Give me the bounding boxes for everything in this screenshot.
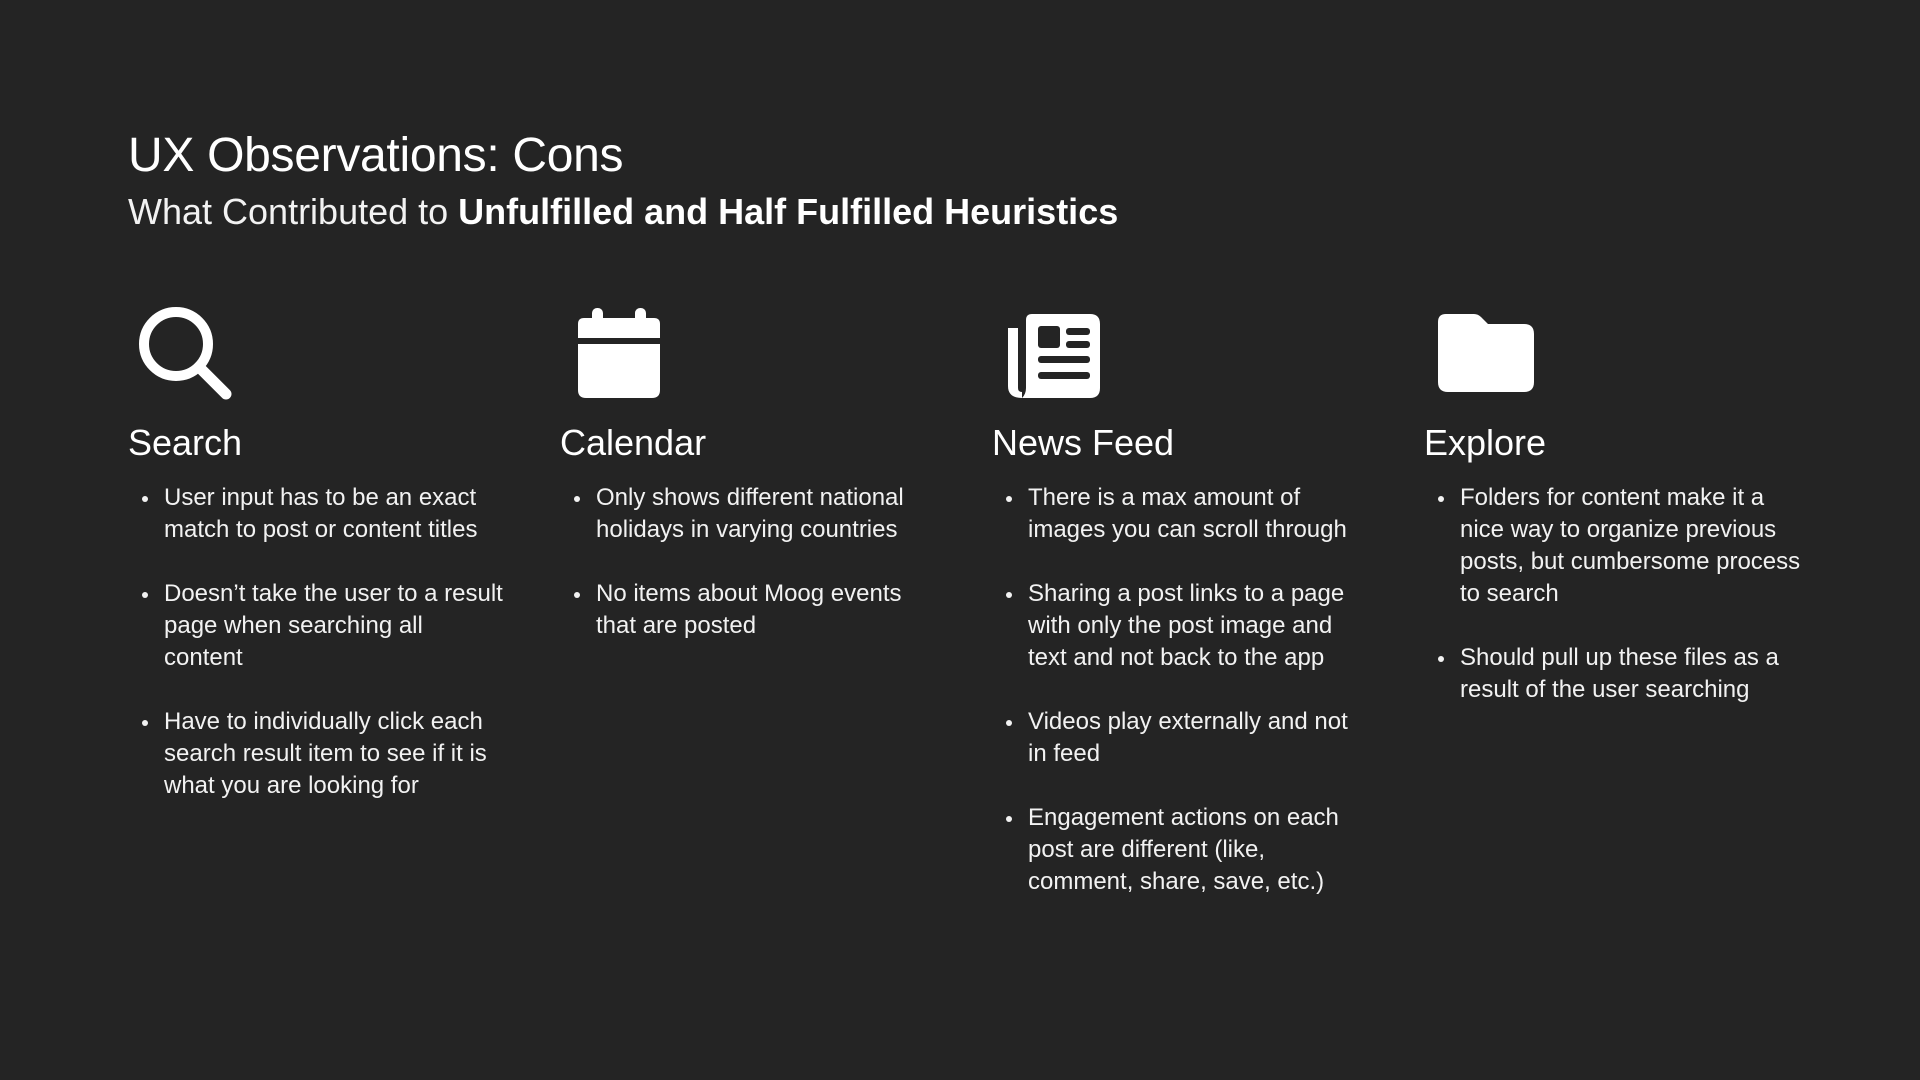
- bullet-list: [128, 482, 508, 834]
- bullet-list: [992, 482, 1372, 930]
- list-item: User input has to be an exact match to post or content titles: [128, 482, 508, 546]
- calendar-icon: [574, 304, 684, 414]
- list-item: Folders for content make it a nice way to organize previous posts, but cumbersome process to search: [1424, 482, 1804, 610]
- column-title: News Feed: [992, 422, 1175, 463]
- column-title: Calendar: [560, 422, 707, 463]
- column-title: Explore: [1424, 422, 1547, 463]
- list-item: Have to individually click each search result item to see if it is what you are looking for: [128, 706, 508, 802]
- bullet-list: [1424, 482, 1804, 738]
- bullet-list: [560, 482, 940, 674]
- list-item: No items about Moog events that are posted: [560, 578, 940, 642]
- page-title: UX Observations: Cons: [128, 129, 624, 182]
- folder-icon: [1436, 304, 1546, 414]
- list-item: Videos play externally and not in feed: [992, 706, 1372, 770]
- list-item: Should pull up these files as a result of the user searching: [1424, 642, 1804, 706]
- subtitle-emphasis: Unfulfilled and Half Fulfilled Heuristics: [458, 191, 1119, 232]
- subtitle-prefix: What Contributed to: [128, 191, 459, 232]
- search-icon: [136, 304, 246, 414]
- column-title: Search: [128, 422, 243, 463]
- list-item: There is a max amount of images you can scroll through: [992, 482, 1372, 546]
- list-item: Only shows different national holidays in varying countries: [560, 482, 940, 546]
- newspaper-icon: [1004, 304, 1114, 414]
- list-item: Sharing a post links to a page with only the post image and text and not back to the app: [992, 578, 1372, 674]
- list-item: Doesn’t take the user to a result page when searching all content: [128, 578, 508, 674]
- list-item: Engagement actions on each post are different (like, comment, share, save, etc.): [992, 802, 1372, 898]
- page-subtitle: [128, 188, 1118, 236]
